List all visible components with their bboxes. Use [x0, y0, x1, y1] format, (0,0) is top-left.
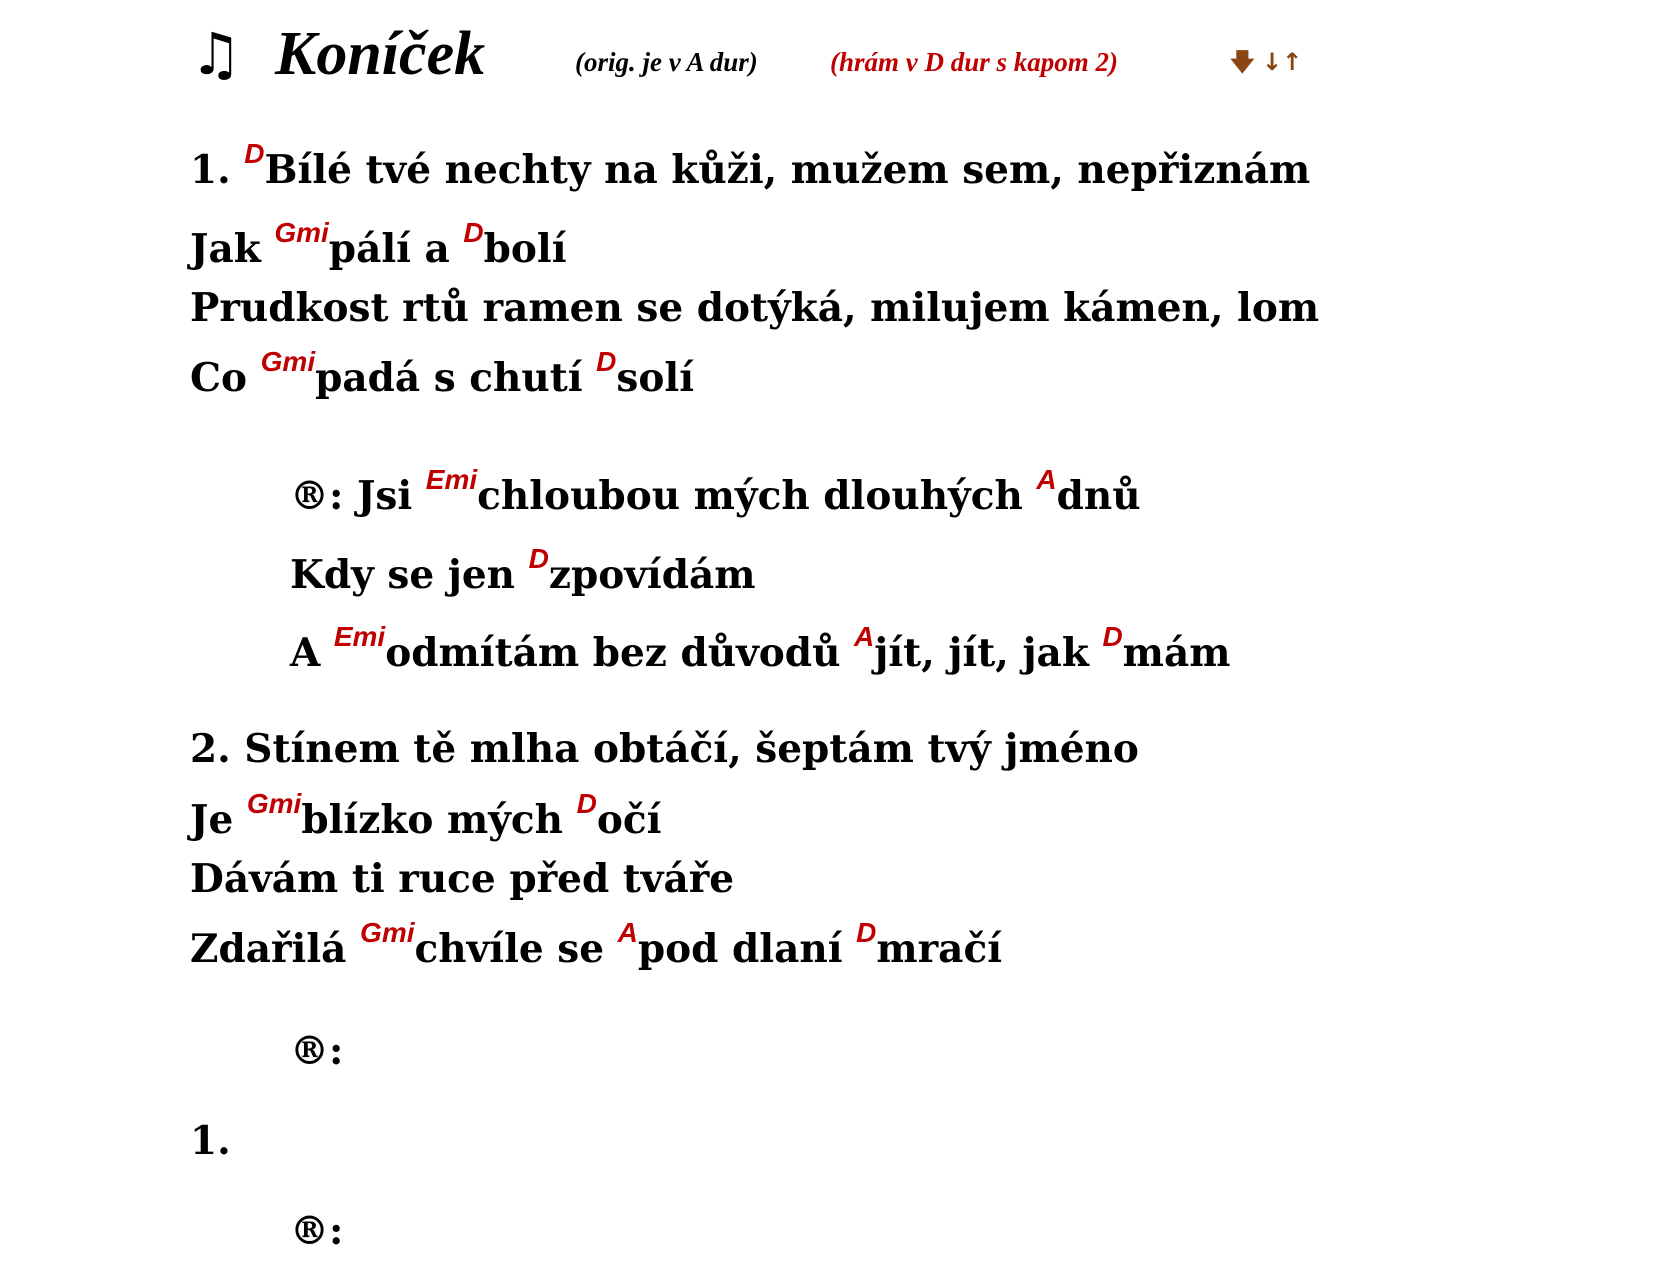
lyric-text: Co	[190, 355, 261, 401]
lyric-text: Je	[190, 797, 247, 843]
chord: A	[854, 621, 875, 652]
lyric-text: dnů	[1056, 473, 1141, 519]
verse-ref	[190, 1118, 231, 1164]
lyric-text: 1.	[190, 147, 245, 193]
chord: D	[528, 543, 549, 574]
verse2-line1	[190, 726, 1139, 772]
lyric-text: pálí a	[328, 226, 464, 272]
transpose-down-icon[interactable]: 🡇	[1230, 48, 1255, 76]
lyric-text: Kdy se jen	[290, 552, 529, 598]
lyric-text: Dávám ti ruce před tváře	[190, 856, 735, 902]
lyric-text: 2. Stínem tě mlha obtáčí, šeptám tvý jméno	[190, 726, 1139, 772]
lyric-text: ®: Jsi	[290, 473, 426, 519]
chord: Gmi	[260, 346, 316, 377]
lyric-text: Jak	[190, 226, 275, 272]
lyric-text: chvíle se	[414, 926, 618, 972]
chord: Gmi	[274, 217, 329, 248]
chord: A	[617, 917, 638, 948]
chord: D	[856, 917, 877, 948]
chord: D	[463, 217, 484, 248]
chord: D	[1102, 621, 1123, 652]
original-key-note: (orig. je v A dur)	[575, 47, 758, 77]
lyric-text: Zdařilá	[190, 926, 361, 972]
chorus-line2	[290, 543, 756, 602]
lyric-text: zpovídám	[548, 552, 756, 598]
verse1-line1	[190, 138, 1311, 197]
lyric-text: A	[290, 630, 334, 676]
chorus-ref-2	[290, 1208, 343, 1254]
verse1-line2	[190, 217, 567, 276]
lyric-text: Bílé tvé nechty na kůži, mužem sem, nepřiznám	[264, 147, 1311, 193]
lyric-text: ®:	[290, 1208, 344, 1254]
lyric-text: pod dlaní	[637, 926, 857, 972]
lyric-text: mám	[1122, 630, 1231, 676]
lyric-text: odmítám bez důvodů	[385, 630, 855, 676]
chord: D	[576, 788, 597, 819]
lyric-text: padá s chutí	[315, 355, 597, 401]
chord: Gmi	[360, 917, 415, 948]
verse1-line4	[190, 346, 695, 405]
lyric-text: chloubou mých dlouhých	[477, 473, 1037, 519]
lyric-text: ®:	[290, 1028, 344, 1074]
lyric-text: 1.	[190, 1118, 231, 1164]
lyric-text: očí	[596, 797, 662, 843]
chorus-line1	[290, 464, 1141, 523]
music-note-icon: ♫	[190, 20, 242, 88]
chord: D	[596, 346, 617, 377]
lyric-text: jít, jít, jak	[874, 630, 1103, 676]
chord: Gmi	[246, 788, 302, 819]
transpose-updown-icon[interactable]: ↓↑	[1262, 48, 1303, 76]
chord: Emi	[425, 464, 478, 495]
chord: D	[244, 138, 265, 169]
chord: A	[1036, 464, 1057, 495]
lyric-text: bolí	[483, 226, 567, 272]
verse1-line3	[190, 285, 1319, 331]
verse2-line2	[190, 788, 662, 847]
capo-note: (hrám v D dur s kapom 2)	[830, 47, 1119, 77]
chorus-line3	[290, 621, 1231, 680]
chord: Emi	[333, 621, 386, 652]
verse2-line4	[190, 917, 1003, 976]
lyric-text: mračí	[876, 926, 1003, 972]
lyric-text: Prudkost rtů ramen se dotýká, milujem kámen, lom	[190, 285, 1320, 331]
chorus-ref-1	[290, 1028, 343, 1074]
verse2-line3	[190, 856, 734, 902]
lyric-text: solí	[616, 355, 695, 401]
lyric-text: blízko mých	[301, 797, 577, 843]
song-title: Koníček	[275, 20, 486, 88]
